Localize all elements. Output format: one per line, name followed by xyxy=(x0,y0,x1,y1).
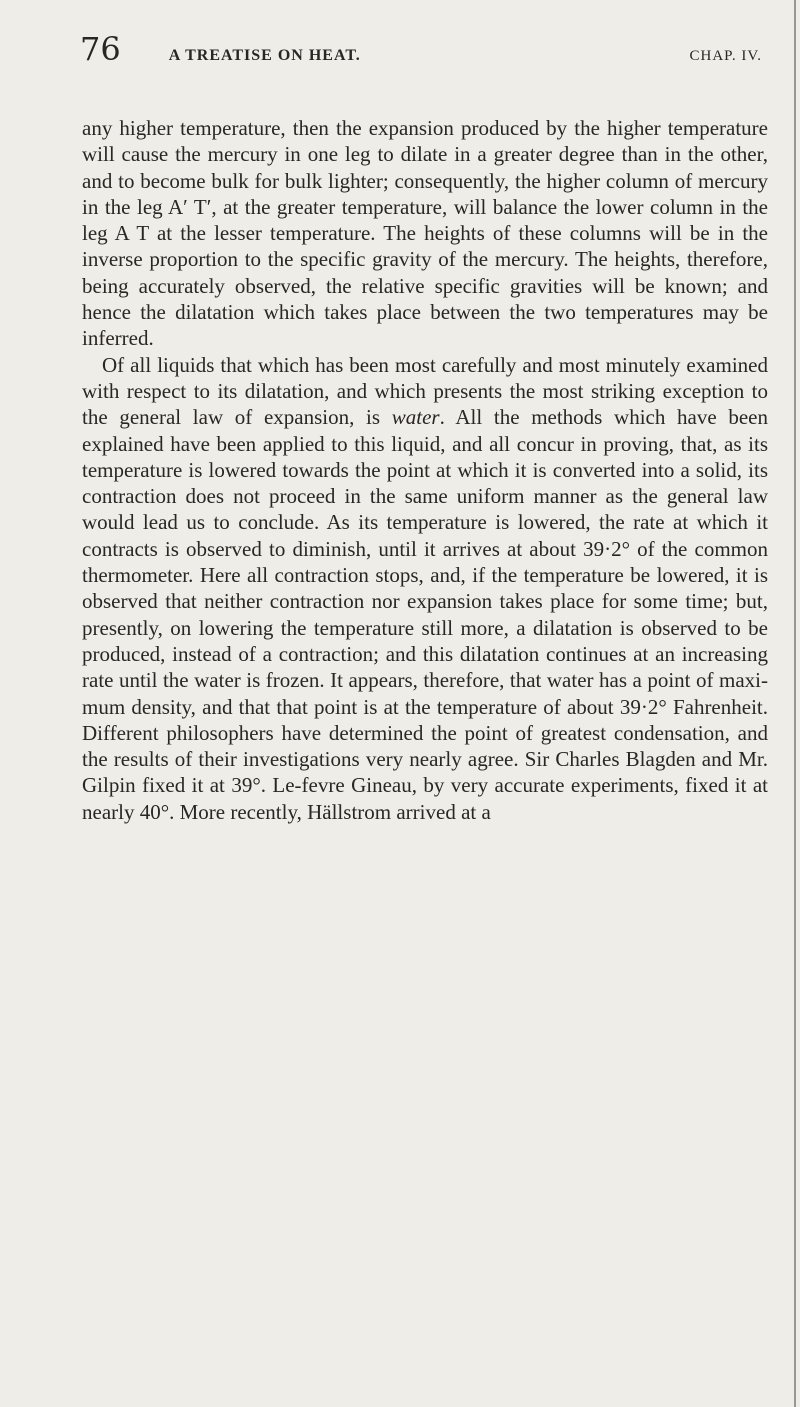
page-edge-line xyxy=(794,0,796,1407)
paragraph-2 xyxy=(82,352,768,825)
paragraph-1 xyxy=(82,115,768,352)
page-header xyxy=(80,30,762,90)
page-number: 76 xyxy=(80,30,121,68)
paragraph-1-text: any higher temperature, then the expansion produced by the higher temperature will cause the mercury in one leg to dilate in a greater degree than in the other, and to become bulk for bulk lighter; consequently, the higher column of mercury in the leg A′ T′, at the greater temperature, will balance the lower column in the leg A T at the lesser temperature. The heights of these columns will be in the inverse proportion to the specific gravity of the mercury. The heights, therefore, being accurately observed, the relative specific gravities will be known; and hence the dilatation which takes place between the two temperatures may be inferred. xyxy=(82,116,768,351)
chapter-label: CHAP. IV. xyxy=(689,48,762,64)
body-text xyxy=(82,115,768,825)
paragraph-2-text-part-2: . All the methods which have been explained have been applied to this liquid, and all concur in proving, that, as its temperature is lowered towards the point at which it is converted into a solid, its contraction does not proceed in the same uniform manner as the general law would lead us to conclude. As its temperature is lowered, the rate at which it contracts is observed to diminish, until it arrives at about 39·2° of the common thermometer. Here all contraction stops, and, if the temperature be lowered, it is observed that neither contraction nor expansion takes place for some time; but, presently, on lowering the temperature still more, a dilatation is observed to be produced, instead of a contraction; and this dilatation continues at an increasing rate until the water is frozen. It appears, therefore, that water has a point of maxi-mum density, and that that point is at the temperature of about 39·2° Fahrenheit. Different philosophers have determined the point of greatest condensation, and the results of their investigations very nearly agree. Sir Charles Blagden and Mr. Gilpin fixed it at 39°. Le-fevre Gineau, by very accurate experiments, fixed it at nearly 40°. More recently, Hällstrom arrived at a xyxy=(82,405,768,824)
paragraph-2-text-part-1: Of all liquids that which has been most carefully and most minutely examined with respect to its dilatation, and which presents the most striking exception to the general law of expansion, is xyxy=(82,352,768,430)
paragraph-2-italic-water: water xyxy=(391,405,440,430)
running-title: A TREATISE ON HEAT. xyxy=(168,47,361,64)
